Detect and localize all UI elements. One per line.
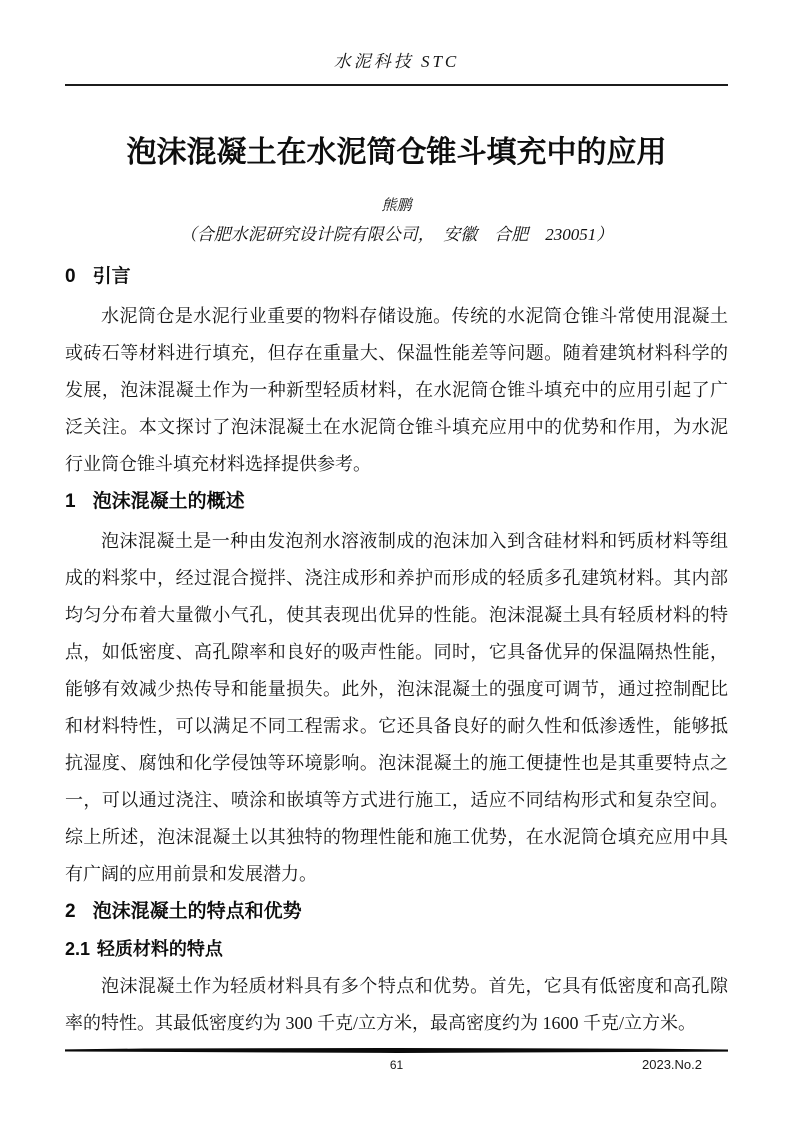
footer-rule — [65, 1048, 728, 1053]
journal-title: 水泥科技 STC — [333, 52, 460, 71]
header-rule — [65, 84, 728, 86]
section-number: 2.1 — [65, 939, 91, 959]
article-title: 泡沫混凝土在水泥筒仓锥斗填充中的应用 — [126, 136, 667, 169]
section-title: 泡沫混凝土的特点和优势 — [92, 901, 302, 922]
issue-number: 2023.No.2 — [642, 1057, 702, 1072]
section-heading-2 — [65, 898, 728, 926]
body-paragraph: 水泥筒仓是水泥行业重要的物料存储设施。传统的水泥筒仓锥斗常使用混凝土或砖石等材料进行填充，但存在重量大、保温性能差等问题。随着建筑材料科学的发展，泡沫混凝土作为一种新型轻质材料，在水泥筒仓锥斗填充中的应用引起了广泛关注。本文探讨了泡沫混凝土在水泥筒仓锥斗填充应用中的优势和作用，为水泥行业筒仓锥斗填充材料选择提供参考。 — [65, 306, 728, 474]
section-heading-0 — [65, 263, 728, 291]
section-number: 0 — [65, 266, 76, 287]
section-title: 轻质材料的特点 — [96, 939, 223, 959]
author-name: 熊鹏 — [381, 198, 412, 214]
section-heading-1 — [65, 488, 728, 516]
section-number: 2 — [65, 901, 76, 922]
body-paragraph: 泡沫混凝土作为轻质材料具有多个特点和优势。首先，它具有低密度和高孔隙率的特性。其最低密度约为 300 千克/立方米，最高密度约为 1600 千克/立方米。 — [65, 976, 728, 1033]
page-header — [65, 0, 728, 72]
page-number: 61 — [389, 1058, 404, 1072]
section-title: 泡沫混凝土的概述 — [92, 491, 245, 512]
body-paragraph: 泡沫混凝土是一种由发泡剂水溶液制成的泡沫加入到含硅材料和钙质材料等组成的料浆中，经过混合搅拌、浇注成形和养护而形成的轻质多孔建筑材料。其内部均匀分布着大量微小气孔，使其表现出优异的性能。泡沫混凝土具有轻质材料的特点，如低密度、高孔隙率和良好的吸声性能。同时，它具备优异的保温隔热性能，能够有效减少热传导和能量损失。此外，泡沫混凝土的强度可调节，通过控制配比和材料特性，可以满足不同工程需求。它还具备良好的耐久性和低渗透性，能够抵抗湿度、腐蚀和化学侵蚀等环境影响。泡沫混凝土的施工便捷性也是其重要特点之一，可以通过浇注、喷涂和嵌填等方式进行施工，适应不同结构形式和复杂空间。综上所述，泡沫混凝土以其独特的物理性能和施工优势，在水泥筒仓填充应用中具有广阔的应用前景和发展潜力。 — [65, 531, 728, 884]
section-number: 1 — [65, 491, 76, 512]
author-affiliation: （合肥水泥研究设计院有限公司， 安徽 合肥 230051） — [179, 225, 614, 244]
section-heading-2-1 — [65, 936, 728, 962]
page-footer — [65, 1048, 728, 1073]
section-title: 引言 — [92, 266, 131, 287]
footer-row — [65, 1057, 728, 1073]
